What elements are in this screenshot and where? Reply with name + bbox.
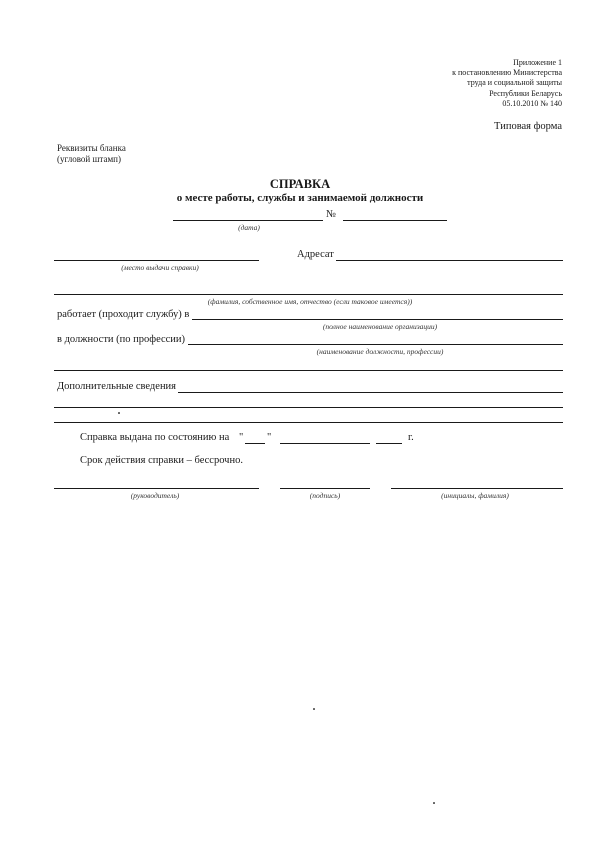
day-line[interactable]: [245, 443, 265, 444]
issue-place-hint: (место выдачи справки): [121, 263, 199, 272]
date-hint: (дата): [238, 223, 260, 232]
document-subtitle: о месте работы, службы и занимаемой должности: [176, 192, 424, 204]
signature-line[interactable]: [280, 488, 370, 489]
number-sign: №: [326, 209, 337, 220]
month-line[interactable]: [280, 443, 370, 444]
additional-label: Дополнительные сведения: [57, 381, 177, 392]
addressee-label: Адресат: [297, 249, 334, 260]
document-title: СПРАВКА: [269, 177, 331, 191]
validity-text: Срок действия справки – бессрочно.: [80, 455, 243, 466]
signature-hint: (подпись): [309, 491, 341, 500]
scan-speck: [313, 708, 315, 710]
number-line[interactable]: [343, 220, 447, 221]
addressee-line[interactable]: [336, 260, 563, 261]
issue-place-line[interactable]: [54, 260, 259, 261]
fio-line[interactable]: [54, 294, 563, 295]
position-hint: (наименование должности, профессии): [316, 347, 444, 356]
additional-line-3[interactable]: [54, 422, 563, 423]
organization-line[interactable]: [192, 319, 563, 320]
additional-line-1[interactable]: [178, 392, 563, 393]
issued-as-of-label: Справка выдана по состоянию на: [80, 432, 230, 443]
stamp-line-1: Реквизиты бланка: [57, 143, 126, 153]
scan-speck: [118, 412, 120, 414]
date-line[interactable]: [173, 220, 323, 221]
initials-line[interactable]: [391, 488, 563, 489]
quote-open: ": [239, 432, 244, 443]
stamp-line-2: (угловой штамп): [57, 154, 121, 164]
fio-hint: (фамилия, собственное имя, отчество (если таковое имеется)): [207, 297, 413, 306]
position-line[interactable]: [188, 344, 563, 345]
stamp-block: [57, 143, 126, 165]
appendix-block: [452, 58, 562, 109]
appendix-line-3: труда и социальной защиты: [467, 78, 562, 88]
quote-close: ": [267, 432, 272, 443]
head-hint: (руководитель): [130, 491, 180, 500]
year-suffix: г.: [408, 432, 414, 443]
scan-speck: [433, 802, 435, 804]
form-type: Типовая форма: [494, 121, 562, 132]
head-line[interactable]: [54, 488, 259, 489]
appendix-line-1: Приложение 1: [513, 58, 562, 67]
initials-hint: (инициалы, фамилия): [441, 491, 509, 500]
extra-line-1[interactable]: [54, 370, 563, 371]
appendix-line-2: к постановлению Министерства: [452, 68, 562, 78]
appendix-line-4: Республики Беларусь: [489, 88, 562, 98]
organization-hint: (полное наименование организации): [322, 322, 438, 331]
year-line[interactable]: [376, 443, 402, 444]
additional-line-2[interactable]: [54, 407, 563, 408]
position-label: в должности (по профессии): [57, 334, 186, 345]
works-label: работает (проходит службу) в: [57, 309, 190, 320]
appendix-line-5: 05.10.2010 № 140: [502, 98, 562, 108]
